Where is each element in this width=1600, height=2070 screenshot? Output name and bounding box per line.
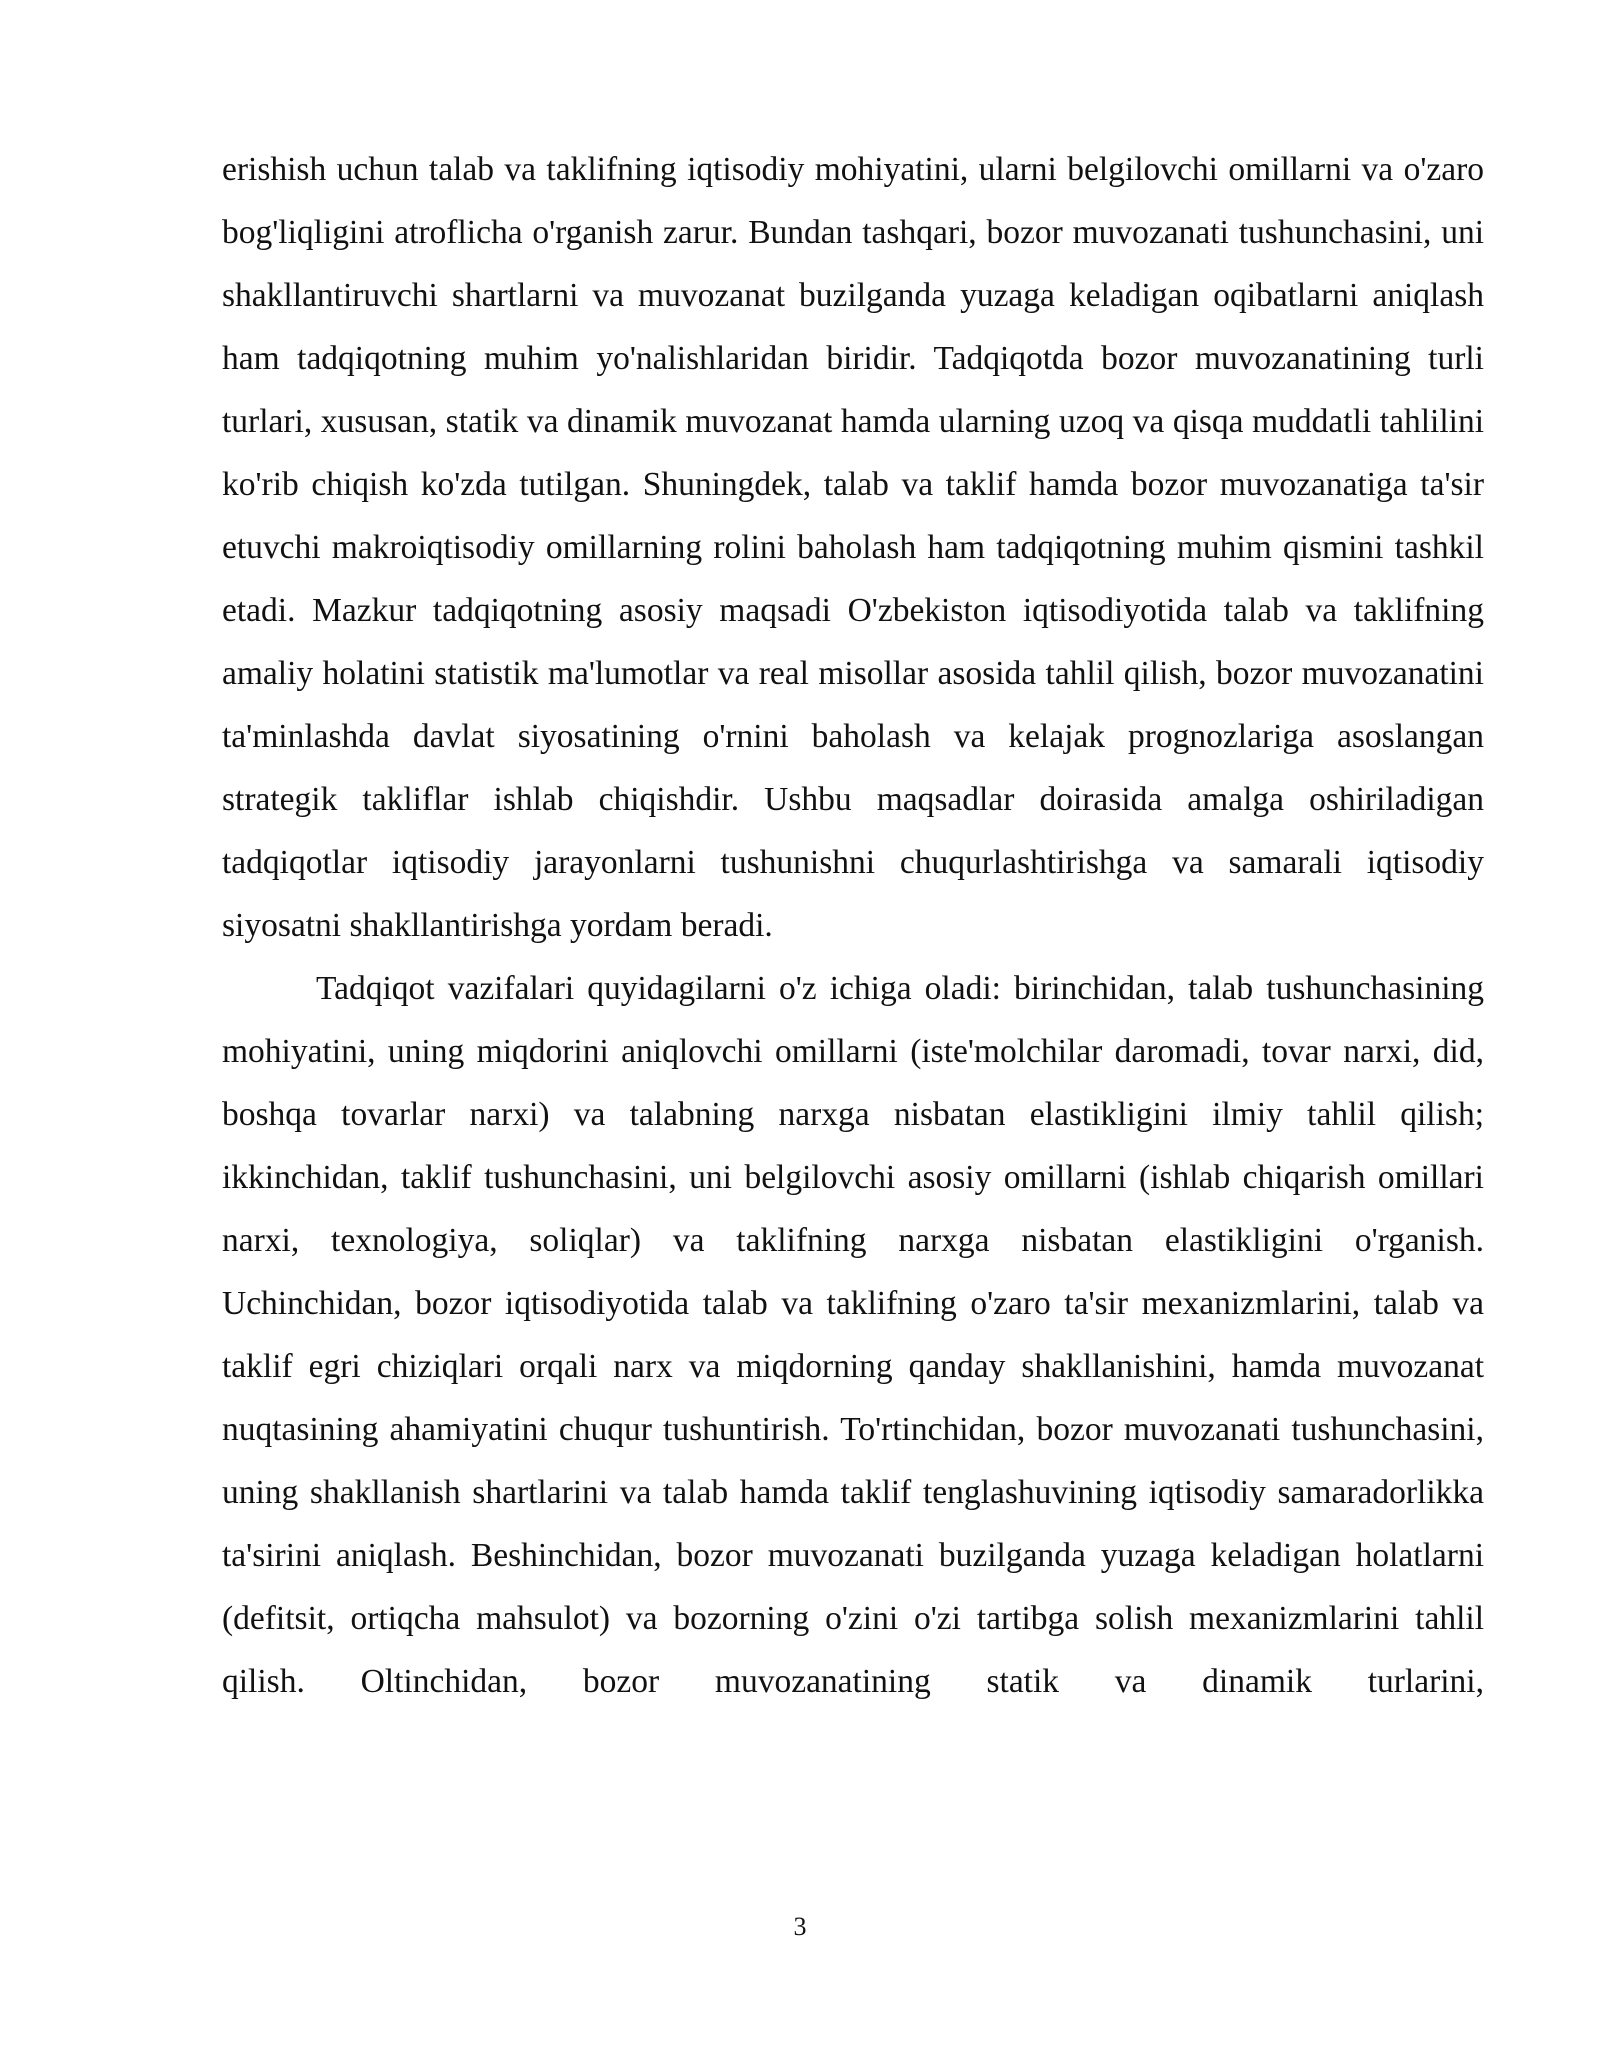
paragraph-research-tasks: Tadqiqot vazifalari quyidagilarni o'z ichiga oladi: birinchidan, talab tushunchasining mohiyatini, uning miqdorini aniqlovchi omillarni (iste'molchilar daromadi, tovar narxi, did, boshqa tovarlar narxi) va talabning narxga nisbatan elastikligini ilmiy tahlil qilish; ikkinchidan, taklif tushunchasini, uni belgilovchi asosiy omillarni (ishlab chiqarish omillari narxi, texnologiya, soliqlar) va taklifning narxga nisbatan elastikligini o'rganish. Uchinchidan, bozor iqtisodiyotida talab va taklifning o'zaro ta'sir mexanizmlarini, talab va taklif egri chiziqlari orqali narx va miqdorning qanday shakllanishini, hamda muvozanat nuqtasining ahamiyatini chuqur tushuntirish. To'rtinchidan, bozor muvozanati tushunchasini, uning shakllanish shartlarini va talab hamda taklif tenglashuvining iqtisodiy samaradorlikka ta'sirini aniqlash. Beshinchidan, bozor muvozanati buzilganda yuzaga keladigan holatlarni (defitsit, ortiqcha mahsulot) va bozorning o'zini o'zi tartibga solish mexanizmlarini tahlil qilish. Oltinchidan, bozor muvozanatining statik va dinamik turlarini, <box>222 970 1484 1700</box>
page-number: 3 <box>793 1912 807 1941</box>
paragraph-continuation: erishish uchun talab va taklifning iqtisodiy mohiyatini, ularni belgilovchi omillarni va o'zaro bog'liqligini atroflicha o'rganish zarur. Bundan tashqari, bozor muvozanati tushunchasini, uni shakllantiruvchi shartlarni va muvozanat buzilganda yuzaga keladigan oqibatlarni aniqlash ham tadqiqotning muhim yo'nalishlaridan biridir. Tadqiqotda bozor muvozanatining turli turlari, xususan, statik va dinamik muvozanat hamda ularning uzoq va qisqa muddatli tahlilini ko'rib chiqish ko'zda tutilgan. Shuningdek, talab va taklif hamda bozor muvozanatiga ta'sir etuvchi makroiqtisodiy omillarning rolini baholash ham tadqiqotning muhim qismini tashkil etadi. Mazkur tadqiqotning asosiy maqsadi O'zbekiston iqtisodiyotida talab va taklifning amaliy holatini statistik ma'lumotlar va real misollar asosida tahlil qilish, bozor muvozanatini ta'minlashda davlat siyosatining o'rnini baholash va kelajak prognozlariga asoslangan strategik takliflar ishlab chiqishdir. Ushbu maqsadlar doirasida amalga oshiriladigan tadqiqotlar iqtisodiy jarayonlarni tushunishni chuqurlashtirishga va samarali iqtisodiy siyosatni shakllantirishga yordam beradi. <box>222 151 1484 944</box>
body-text <box>222 138 1484 1713</box>
